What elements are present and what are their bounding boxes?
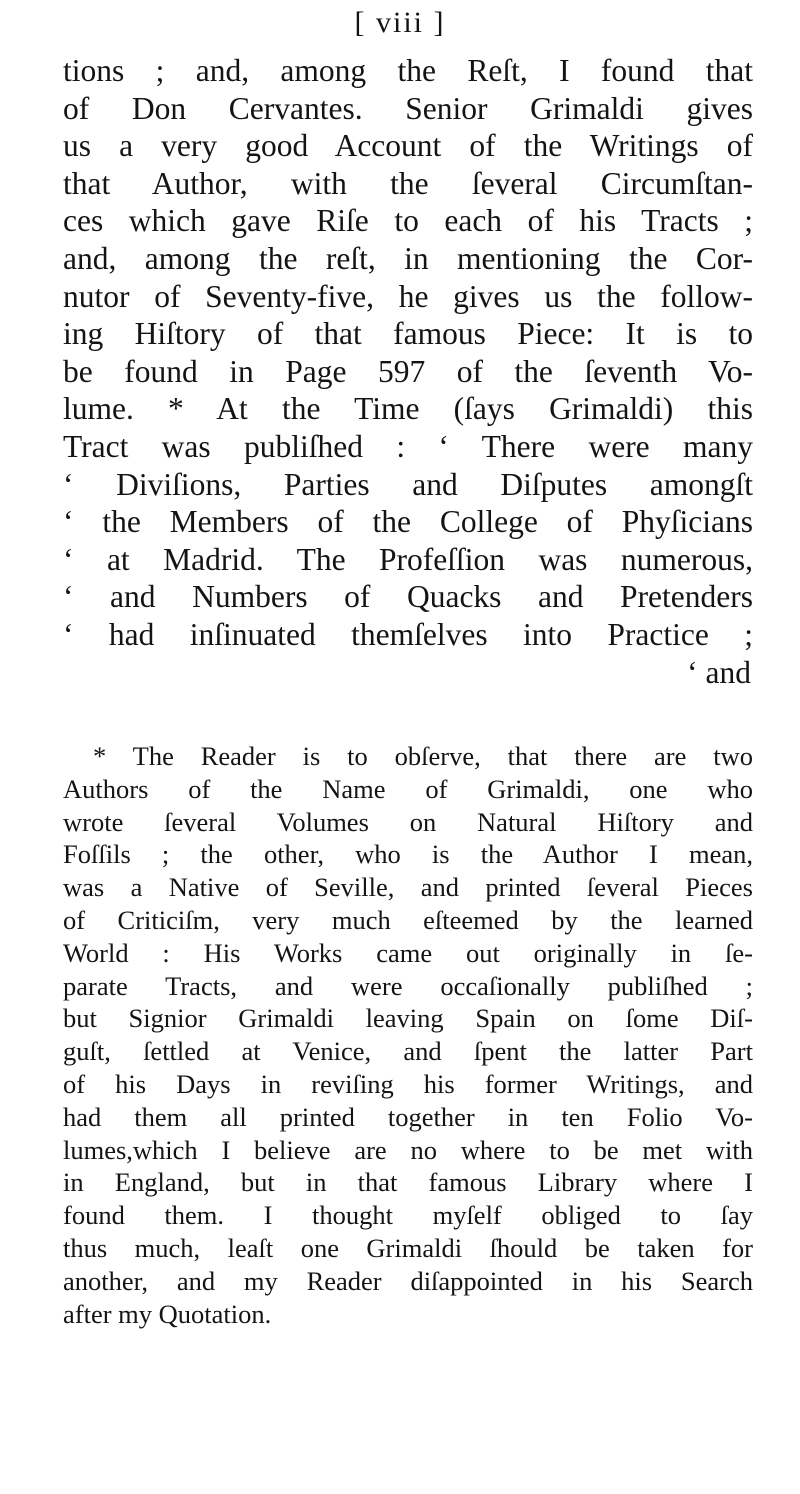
- text-line: ces which gave Riſe to each of his Tracts ;: [63, 203, 753, 239]
- text-line: that Author, with the ſeveral Circumſtan-: [63, 165, 753, 201]
- footnote-line: of Criticiſm, very much eſteemed by the learned: [63, 904, 753, 935]
- footnote-line: World : His Works came out originally in ſe-: [63, 937, 753, 968]
- footnote-line: found them. I thought myſelf obliged to ſay: [63, 1200, 753, 1231]
- footnote-line: guſt, ſettled at Venice, and ſpent the latter Part: [63, 1036, 753, 1067]
- main-text: [63, 52, 753, 691]
- text-line: us a very good Account of the Writings of: [63, 128, 753, 164]
- text-line: lume. * At the Time (ſays Grimaldi) this: [63, 391, 753, 427]
- footnote-line: another, and my Reader diſappointed in his Search: [63, 1265, 753, 1296]
- footnote-line: Foſſils ; the other, who is the Author I mean,: [63, 839, 753, 870]
- footnote-line: was a Native of Seville, and printed ſeveral Pieces: [63, 872, 753, 903]
- footnote-line: Authors of the Name of Grimaldi, one who: [63, 773, 753, 804]
- text-line: be found in Page 597 of the ſeventh Vo-: [63, 353, 753, 389]
- text-line: ing Hiſtory of that famous Piece: It is to: [63, 316, 753, 352]
- footnote-line: thus much, leaſt one Grimaldi ſhould be taken for: [63, 1232, 753, 1263]
- text-line: and, among the reſt, in mentioning the Cor-: [63, 240, 753, 276]
- text-line: ‘ the Members of the College of Phyſicians: [63, 504, 753, 540]
- footnote-line: in England, but in that famous Library where I: [63, 1167, 753, 1198]
- page-number: [ viii ]: [354, 6, 446, 39]
- footnote-line: after my Quotation.: [63, 1298, 272, 1329]
- text-line: ‘ Diviſions, Parties and Diſputes amongſt: [63, 466, 753, 502]
- footnote-line: parate Tracts, and were occaſionally publiſhed ;: [63, 970, 753, 1001]
- text-line: ‘ and Numbers of Quacks and Pretenders: [63, 579, 753, 615]
- footnote-line: * The Reader is to obſerve, that there are two: [93, 741, 753, 771]
- catchword: ‘ and: [687, 654, 751, 690]
- text-line: ‘ at Madrid. The Profeſſion was numerous,: [63, 541, 753, 577]
- text-line: ‘ had inſinuated themſelves into Practice ;: [63, 616, 753, 652]
- text-line: nutor of Seventy-five, he gives us the follow-: [63, 278, 753, 314]
- footnote-line: wrote ſeveral Volumes on Natural Hiſtory and: [63, 806, 753, 837]
- footnote-line: had them all printed together in ten Folio Vo-: [63, 1101, 753, 1132]
- text-line: tions ; and, among the Reſt, I found that: [63, 53, 753, 88]
- footnote-line: but Signior Grimaldi leaving Spain on ſome Diſ-: [63, 1003, 753, 1034]
- footnote-line: lumes,which I believe are no where to be met with: [63, 1134, 753, 1165]
- footnote-line: of his Days in reviſing his former Writings, and: [63, 1068, 753, 1099]
- text-line: Tract was publiſhed : ‘ There were many: [63, 428, 753, 464]
- text-line: of Don Cervantes. Senior Grimaldi gives: [63, 90, 753, 126]
- footnote: [63, 740, 753, 1330]
